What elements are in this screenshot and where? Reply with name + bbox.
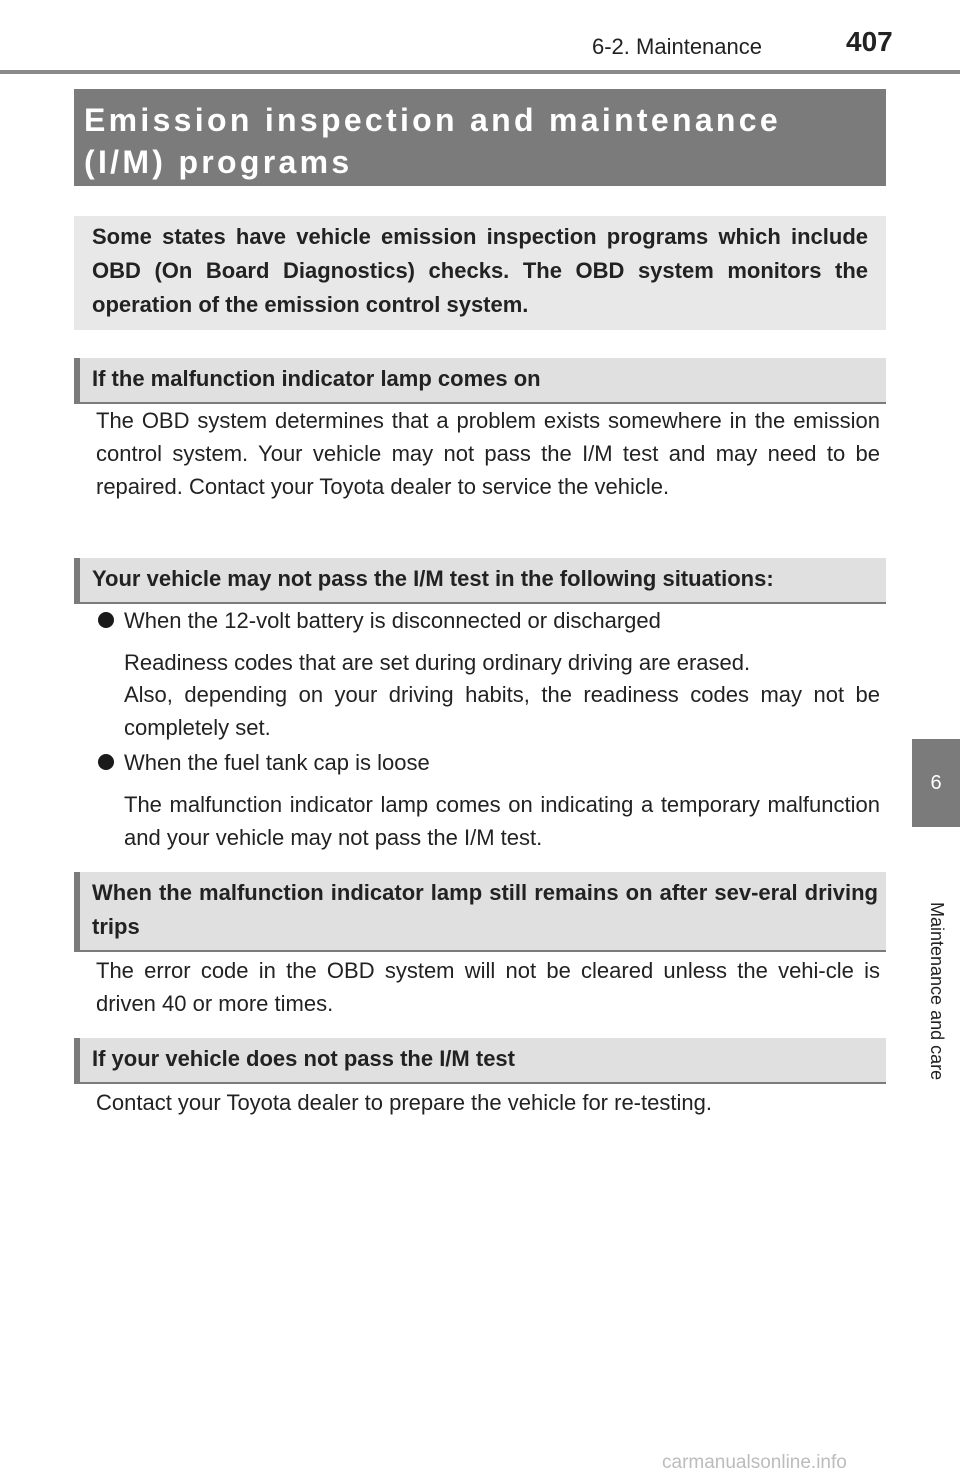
- bullet-battery-detail-1: Readiness codes that are set during ordinary driving are erased.: [124, 650, 751, 675]
- header-divider: [0, 70, 960, 74]
- intro-summary: Some states have vehicle emission inspection programs which include OBD (On Board Diagnostics) checks. The OBD system monitors the operation of the emission control system.: [74, 216, 886, 330]
- subheading-lamp-remains-on: When the malfunction indicator lamp still remains on after sev-eral driving trips: [74, 872, 886, 952]
- lamp-comes-on-text: The OBD system determines that a problem exists somewhere in the emission control system. Your vehicle may not pass the I/M test and may need to be repaired. Contact your Toyota dealer to service the vehicle.: [96, 408, 880, 499]
- subheading-does-not-pass: If your vehicle does not pass the I/M test: [74, 1038, 886, 1084]
- bullet-fuel-cap-detail: The malfunction indicator lamp comes on indicating a temporary malfunction and your vehicle may not pass the I/M test.: [124, 792, 880, 850]
- subheading-may-not-pass: Your vehicle may not pass the I/M test in the following situations:: [74, 558, 886, 604]
- bullet-icon: [98, 612, 114, 628]
- lamp-remains-on-text: The error code in the OBD system will not be cleared unless the vehi-cle is driven 40 or more times.: [96, 958, 880, 1016]
- bullet-icon: [98, 754, 114, 770]
- section-label: 6-2. Maintenance: [592, 34, 762, 59]
- bullet-battery-title: When the 12-volt battery is disconnected or discharged: [124, 608, 661, 633]
- bullet-fuel-cap-title: When the fuel tank cap is loose: [124, 750, 430, 775]
- bullet-battery-detail-2: Also, depending on your driving habits, the readiness codes may not be completely set.: [124, 682, 880, 740]
- page-number: 407: [846, 26, 893, 57]
- subheading-lamp-comes-on: If the malfunction indicator lamp comes on: [74, 358, 886, 404]
- chapter-tab: 6: [912, 739, 960, 827]
- chapter-tab-label: [923, 902, 947, 1081]
- page-title: Emission inspection and maintenance (I/M) programs: [74, 89, 886, 186]
- watermark: carmanualsonline.info: [662, 1452, 847, 1473]
- does-not-pass-text: Contact your Toyota dealer to prepare the vehicle for re-testing.: [96, 1090, 712, 1115]
- chapter-tab-label-text: Maintenance and care: [927, 902, 947, 1081]
